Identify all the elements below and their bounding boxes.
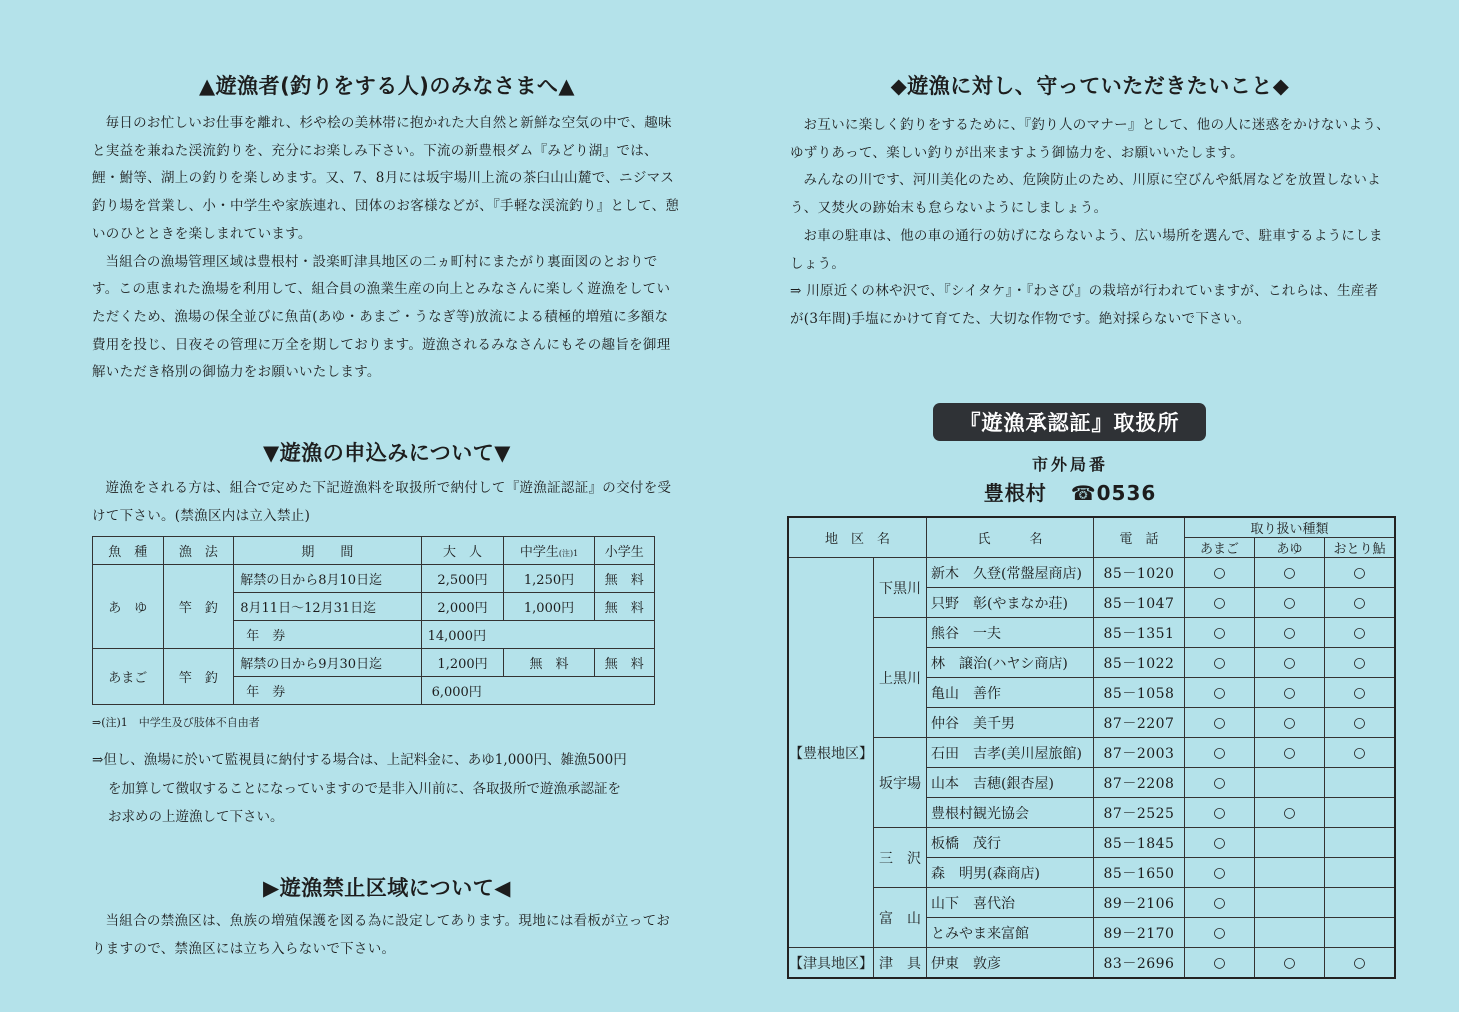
mark-otori-empty [1325, 768, 1396, 798]
table-row [788, 888, 1395, 918]
mark-amago: ○ [1185, 858, 1255, 888]
mark-otori: ○ [1325, 558, 1396, 588]
mark-amago: ○ [1185, 798, 1255, 828]
period: 8月11日～12月31日迄 [234, 593, 421, 621]
mark-otori-empty [1325, 918, 1396, 948]
mark-amago: ○ [1185, 708, 1255, 738]
region-tsugu: 【津具地区】 [788, 948, 874, 979]
dealers-header-row-1 [788, 517, 1395, 538]
mark-otori: ○ [1325, 708, 1396, 738]
header-junior-label: 中学生 [519, 545, 559, 561]
table-row [788, 618, 1395, 648]
dealer-name: 山下 喜代治 [927, 888, 1094, 918]
dealer-name: 石田 吉孝(美川屋旅館) [927, 738, 1094, 768]
subarea-tsugu: 津 具 [874, 948, 927, 979]
surcharge-line-2: を加算して徴収することになっていますので是非入川前に、各取扱所で遊漁承認証を [108, 780, 621, 797]
anglers-paragraph-2: 当組合の漁場管理区域は豊根村・設楽町津具地区の二ヵ町村にまたがり裏面図のとおりです。この恵まれた漁場を利用して、組合員の漁業生産の向上とみなさんに楽しく遊漁をしていただくため、漁場の保全並びに魚苗(あゆ・あまご・うなぎ等)放流による積極的増殖に多額な費用を投じ、日夜その管理に万全を期しております。遊漁されるみなさんにもその趣旨を御理解いただき格別の御協力をお願いいたします。 [92, 253, 671, 381]
elementary-fee: 無 料 [594, 649, 654, 677]
junior-fee: 1,000円 [504, 593, 594, 621]
mark-ayu: ○ [1255, 798, 1325, 828]
dealer-phone: 85－1020 [1094, 558, 1185, 588]
header-name: 氏 名 [927, 517, 1094, 558]
mark-amago: ○ [1185, 738, 1255, 768]
adult-fee: 2,000円 [421, 593, 504, 621]
table-row [788, 828, 1395, 858]
dealer-name: 亀山 善作 [927, 678, 1094, 708]
annual-fee: 6,000円 [421, 677, 654, 705]
mark-otori-empty [1325, 798, 1396, 828]
elementary-fee: 無 料 [594, 565, 654, 593]
left-column [92, 70, 682, 963]
dealer-name: 伊東 敦彦 [927, 948, 1094, 979]
mark-amago: ○ [1185, 918, 1255, 948]
dealer-phone: 89－2106 [1094, 888, 1185, 918]
mark-amago: ○ [1185, 888, 1255, 918]
region-toyone: 【豊根地区】 [788, 558, 874, 948]
mark-otori: ○ [1325, 588, 1396, 618]
mark-ayu-empty [1255, 888, 1325, 918]
rules-arrow-note: ⇒ 川原近くの林や沢で、『シイタケ』・『わさび』の栽培が行われていますが、これらは、生産者が(3年間)手塩にかけて育てた、大切な作物です。絶対採らないで下さい。 [790, 283, 1379, 327]
dealer-phone: 87－2003 [1094, 738, 1185, 768]
dealer-name: 仲谷 美千男 [927, 708, 1094, 738]
mark-amago: ○ [1185, 648, 1255, 678]
junior-fee: 無 料 [504, 649, 594, 677]
rules-paragraph-3: お車の駐車は、他の車の通行の妨げにならないよう、広い場所を選んで、駐車するようにしましょう。 [790, 227, 1383, 272]
mark-ayu-empty [1255, 828, 1325, 858]
mark-otori: ○ [1325, 648, 1396, 678]
rules-paragraph-2: みんなの川です、河川美化のため、危険防止のため、川原に空びんや紙屑などを放置しないよう、又焚火の跡始末も怠らないようにしましょう。 [790, 172, 1381, 217]
dealer-phone: 89－2170 [1094, 918, 1185, 948]
subarea-sakauba: 坂宇場 [874, 738, 927, 828]
mark-amago: ○ [1185, 948, 1255, 979]
mark-ayu: ○ [1255, 618, 1325, 648]
table-row [93, 649, 655, 677]
fee-table [92, 536, 655, 705]
header-method: 漁 法 [163, 537, 234, 565]
table-row [788, 738, 1395, 768]
period: 年 券 [234, 677, 421, 705]
mark-otori: ○ [1325, 618, 1396, 648]
mark-ayu: ○ [1255, 648, 1325, 678]
mark-ayu-empty [1255, 858, 1325, 888]
surcharge-note [92, 746, 682, 832]
period: 年 券 [234, 621, 421, 649]
table-row [788, 948, 1395, 979]
dealer-phone: 85－1047 [1094, 588, 1185, 618]
table-row [788, 558, 1395, 588]
fee-table-header [93, 537, 655, 565]
rules-paragraph-1: お互いに楽しく釣りをするために、『釣り人のマナー』として、他の人に迷惑をかけないよう、ゆずりあって、楽しい釣りが出来ますよう御協力を、お願いいたします。 [790, 117, 1390, 161]
rules-title: ◆遊漁に対し、守っていただきたいこと◆ [890, 74, 1290, 98]
dealer-phone: 87－2525 [1094, 798, 1185, 828]
mark-amago: ○ [1185, 828, 1255, 858]
period: 解禁の日から8月10日迄 [234, 565, 421, 593]
prohibited-text: 当組合の禁漁区は、魚族の増殖保護を図る為に設定してあります。現地には看板が立っておりますので、禁漁区には立ち入らないで下さい。 [92, 912, 671, 957]
header-fish: 魚 種 [93, 537, 164, 565]
dealer-phone: 87－2207 [1094, 708, 1185, 738]
dealer-phone: 85－1845 [1094, 828, 1185, 858]
area-code: ☎0536 [1070, 481, 1157, 505]
header-ayu: あゆ [1255, 538, 1325, 558]
dealer-name: 林 譲治(ハヤシ商店) [927, 648, 1094, 678]
junior-fee: 1,250円 [504, 565, 594, 593]
fish-amago: あまご [93, 649, 164, 705]
dealer-name: 山本 吉穂(銀杏屋) [927, 768, 1094, 798]
dealer-name: とみやま来富館 [927, 918, 1094, 948]
mark-ayu-empty [1255, 768, 1325, 798]
mark-amago: ○ [1185, 768, 1255, 798]
mark-amago: ○ [1185, 678, 1255, 708]
table-row [93, 565, 655, 593]
mark-ayu: ○ [1255, 678, 1325, 708]
subarea-shimokurokawa: 下黒川 [874, 558, 927, 618]
mark-amago: ○ [1185, 618, 1255, 648]
application-intro: 遊漁をされる方は、組合で定めた下記遊漁料を取扱所で納付して『遊漁証認証』の交付を受けて下さい。(禁漁区内は立入禁止) [92, 480, 672, 524]
subarea-kamikurokawa: 上黒川 [874, 618, 927, 738]
village-name: 豊根村 [983, 481, 1047, 505]
dealer-phone: 85－1650 [1094, 858, 1185, 888]
method-ayu: 竿 釣 [163, 565, 234, 649]
surcharge-line-1: ⇒但し、漁場に於いて監視員に納付する場合は、上記料金に、あゆ1,000円、雑漁500円 [92, 752, 627, 769]
anglers-title: ▲遊漁者(釣りをする人)のみなさまへ▲ [199, 74, 575, 98]
elementary-fee: 無 料 [594, 593, 654, 621]
header-junior [504, 537, 594, 565]
dealer-phone: 85－1022 [1094, 648, 1185, 678]
dealers-table [787, 516, 1396, 979]
mark-ayu: ○ [1255, 738, 1325, 768]
application-title: ▼遊漁の申込みについて▼ [263, 441, 511, 466]
anglers-paragraph-1: 毎日のお忙しいお仕事を離れ、杉や桧の美林帯に抱かれた大自然と新鮮な空気の中で、趣味と実益を兼ねた渓流釣りを、充分にお楽しみ下さい。下流の新豊根ダム『みどり湖』では、鯉・鮒等、湖上の釣りを楽しめます。又、7、8月には坂宇場川上流の茶臼山山麓で、ニジマス釣り場を営業し、小・中学生や家族連れ、団体のお客様などが、『手軽な渓流釣り』として、憩いのひとときを楽しまれています。 [92, 115, 680, 242]
dealer-name: 只野 彰(やまなか荘) [927, 588, 1094, 618]
mark-otori: ○ [1325, 738, 1396, 768]
mark-ayu: ○ [1255, 558, 1325, 588]
dealers-badge: 『遊漁承認証』取扱所 [933, 403, 1206, 441]
header-district: 地 区 名 [788, 517, 927, 558]
mark-amago: ○ [1185, 558, 1255, 588]
subarea-misawa: 三 沢 [874, 828, 927, 888]
dealer-phone: 83－2696 [1094, 948, 1185, 979]
dealer-name: 板橋 茂行 [927, 828, 1094, 858]
method-amago: 竿 釣 [163, 649, 234, 705]
dealer-name: 豊根村観光協会 [927, 798, 1094, 828]
dealer-phone: 85－1351 [1094, 618, 1185, 648]
area-code-label: 市外局番 [1031, 455, 1108, 474]
mark-otori-empty [1325, 858, 1396, 888]
period: 解禁の日から9月30日迄 [234, 649, 421, 677]
dealer-name: 森 明男(森商店) [927, 858, 1094, 888]
header-phone: 電 話 [1094, 517, 1185, 558]
header-elementary: 小学生 [594, 537, 654, 565]
adult-fee: 2,500円 [421, 565, 504, 593]
right-column [790, 70, 1390, 334]
header-junior-note: (注)1 [558, 549, 579, 559]
mark-ayu: ○ [1255, 588, 1325, 618]
dealer-name: 熊谷 一夫 [927, 618, 1094, 648]
subarea-tomiyama: 富 山 [874, 888, 927, 948]
mark-ayu: ○ [1255, 708, 1325, 738]
dealer-phone: 87－2208 [1094, 768, 1185, 798]
header-handles: 取り扱い種類 [1185, 517, 1396, 538]
header-amago: あまご [1185, 538, 1255, 558]
annual-fee: 14,000円 [421, 621, 654, 649]
header-otori: おとり鮎 [1325, 538, 1396, 558]
fish-ayu: あ ゆ [93, 565, 164, 649]
header-period: 期 間 [234, 537, 421, 565]
dealer-name: 新木 久登(常盤屋商店) [927, 558, 1094, 588]
adult-fee: 1,200円 [421, 649, 504, 677]
fee-note: ⇒(注)1 中学生及び肢体不自由者 [92, 716, 260, 730]
mark-otori: ○ [1325, 678, 1396, 708]
dealer-phone: 85－1058 [1094, 678, 1185, 708]
surcharge-line-3: お求めの上遊漁して下さい。 [108, 809, 284, 826]
mark-otori-empty [1325, 828, 1396, 858]
village-line [940, 477, 1200, 506]
header-adult: 大 人 [421, 537, 504, 565]
mark-otori-empty [1325, 888, 1396, 918]
mark-otori: ○ [1325, 948, 1396, 979]
mark-amago: ○ [1185, 588, 1255, 618]
mark-ayu-empty [1255, 918, 1325, 948]
prohibited-title: ▶遊漁禁止区域について◀ [263, 875, 511, 900]
mark-ayu: ○ [1255, 948, 1325, 979]
